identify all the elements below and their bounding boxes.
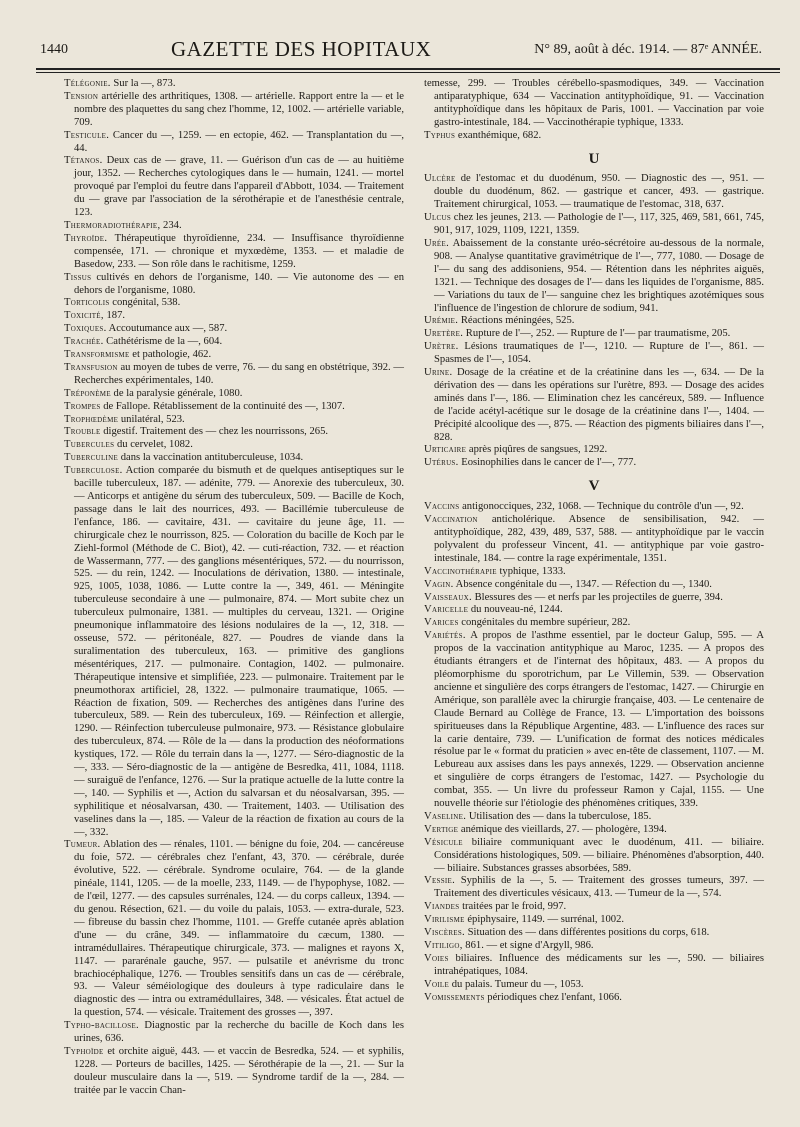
index-references: Absence congénitale du —, 1347. — Réfection du —, 1340. xyxy=(453,578,712,590)
page-number: 1440 xyxy=(40,42,68,57)
index-references: exanthémique, 682. xyxy=(455,129,542,141)
index-entry xyxy=(424,212,764,238)
header-rule xyxy=(36,68,780,70)
index-references: Blessures des — et nerfs par les projectiles de guerre, 394. xyxy=(471,591,723,603)
index-entry xyxy=(424,979,764,992)
index-entry xyxy=(64,297,404,310)
index-term: Ulcus xyxy=(424,212,452,224)
section-u-entries xyxy=(424,173,764,470)
index-term: Typhoïde xyxy=(64,1045,104,1057)
index-term: Tension xyxy=(64,90,99,102)
index-entry xyxy=(424,341,764,367)
index-entry xyxy=(424,875,764,901)
index-term: Testicule. xyxy=(64,129,110,141)
index-term: Voile xyxy=(424,978,450,990)
index-entry xyxy=(424,501,764,514)
page-header xyxy=(40,20,762,64)
index-entry xyxy=(64,401,404,414)
index-term: Typho-bacillose. xyxy=(64,1020,140,1032)
index-references: périodiques chez l'enfant, 1066. xyxy=(484,991,622,1003)
index-references: Réactions méningées, 525. xyxy=(458,315,575,327)
index-references: cultivés en dehors de l'organisme, 140. — Vie autonome des — en dehors de l'organisme, 1080. xyxy=(74,271,404,296)
index-entry xyxy=(64,220,404,233)
index-entry xyxy=(424,367,764,444)
index-term: Vessie. xyxy=(424,875,456,887)
index-references: Cathétérisme de la —, 604. xyxy=(103,336,223,348)
index-entry xyxy=(424,566,764,579)
index-entry xyxy=(64,426,404,439)
index-references: du palais. Tumeur du —, 1053. xyxy=(449,978,584,990)
index-references: Thérapeutique thyroïdienne, 234. — Insuffisance thyroïdienne compensée, 171. — chronique et myxœdème, 1353. — et maladie de Basedow, 233. — Son rôle dans le rachitisme, 1259. xyxy=(74,232,404,270)
index-references: Ablation des — rénales, 1101. — bénigne du foie, 204. — cancéreuse du foie, 572. — cérébrales chez l'enfant, 43, 370. — cérébrale, durée évolutive, 522. — cérébrale. Syndrome oculaire, 764. — de la glande pinéale, 1141, 1205. — de la moelle, 233, 1149. — de l'hypophyse, 1082. — de l'œil, 1277. — des capsules surrénales, 124. — du corps calleux, 1394. — du genou. Résection, 621. — du voile du palais, 1053. — extra-durale, 523. — fibreuse du bassin chez l'homme, 1101. — Greffe cutanée après ablation d'une — du crâne, 349. — inflammatoire du cæcum, 1380. — intramédullaires. Thérapeutique chirurgicale, 373. — malignes et rayons X, 1147. — pararénale gauche, 957. — pulsatile et anévrisme du tronc brachiocéphalique, 1276. — Troubles sensitifs dans un cas de — cérébrale, 93. — Valeur séméiologique des douleurs à type radiculaire dans le diagnostic des — intra ou extramédullaires, 348. — vésicales. État actuel de la question, 574. — vésicale. Traitement des grosses —, 397. xyxy=(74,839,404,1019)
index-entry xyxy=(64,465,404,839)
index-term: Tubercules xyxy=(64,439,115,451)
index-entry xyxy=(64,91,404,130)
index-references: Diagnostic par la recherche du bacille de Koch dans les urines, 636. xyxy=(74,1020,404,1045)
index-term: Urticaire xyxy=(424,444,467,456)
index-references: de l'estomac et du duodénum, 950. — Diagnostic des —, 951. — double du duodénum, 862. — gastrique et cancer, 493. — gastrique. Traitement chirurgical, 1053. — traumatique de l'estomac, 318, 637. xyxy=(434,173,764,211)
index-references: typhique, 1333. xyxy=(496,565,566,577)
index-term: Utérus. xyxy=(424,457,459,469)
index-entry xyxy=(64,1046,404,1098)
index-references: et pathologie, 462. xyxy=(129,349,212,361)
index-references: dans la vaccination antituberculeuse, 1034. xyxy=(118,452,304,464)
index-references: unilatéral, 523. xyxy=(118,413,185,425)
index-term: Viandes xyxy=(424,901,460,913)
index-entry xyxy=(424,592,764,605)
index-term: Urine. xyxy=(424,367,453,379)
index-references: Dosage de la créatine et de la créatinine dans les —, 634. — De la dérivation des — dans les opérations sur l'urètre, 893. — Dosage des acides aminés dans l'—, 186. — Elimination chez les cancéreux, 589. — Influence de l'acide acétyl-acétique sur le dosage de la créatinine dans l'—, 1404. — Précipité alcoolique des —, 875. — Réaction des pigments biliaires dans l'—, 828. xyxy=(434,367,764,443)
index-entry xyxy=(64,1020,404,1046)
index-entry xyxy=(424,940,764,953)
index-references: du nouveau-né, 1244. xyxy=(468,604,563,616)
index-entry xyxy=(64,362,404,388)
index-entry xyxy=(424,514,764,566)
index-references: 187. xyxy=(103,310,126,322)
index-references: antigonocciques, 232, 1068. — Technique du contrôle d'un —, 92. xyxy=(459,501,744,513)
index-references: du cervelet, 1082. xyxy=(114,439,193,451)
index-term: Trouble xyxy=(64,426,101,438)
right-column-top xyxy=(424,78,764,143)
index-entry xyxy=(424,992,764,1005)
index-term: Vaccinothérapie xyxy=(424,565,497,577)
index-entry xyxy=(424,617,764,630)
issue-info: N° 89, août à déc. 1914. — 87ᵉ ANNÉE. xyxy=(534,42,762,57)
index-term: Urémie. xyxy=(424,315,459,327)
index-term: Tumeur. xyxy=(64,839,101,851)
index-term: Trophœdème xyxy=(64,413,119,425)
index-entry xyxy=(424,811,764,824)
index-entry xyxy=(64,336,404,349)
index-entry xyxy=(424,457,764,470)
index-entry xyxy=(64,349,404,362)
index-term: Vaccins xyxy=(424,501,460,513)
index-entry xyxy=(424,604,764,617)
index-term: Trompes xyxy=(64,400,101,412)
index-entry xyxy=(424,630,764,811)
index-references: Syphilis de la —, 5. — Traitement des grosses tumeurs, 397. — Traitement des diverticules vésicaux, 413. — Tumeur de la —, 574. xyxy=(434,875,764,900)
index-references: Accoutumance aux —, 587. xyxy=(106,323,228,335)
index-term: Télégonie. xyxy=(64,78,111,89)
index-references: A propos de l'asthme essentiel, par le docteur Galup, 595. — A propos de la vaccination antityphique au Maroc, 1235. — A propos des étudiants étrangers et de l'internat des hôpitaux, 483. — A propos du pléomorphisme du sporotrichum, par Le Villemin, 539. — Observation ancienne et singulière des corps étrangers de l'estomac, 1427. — Chirurgie en Amérique, son parallèle avec la chirurgie française, 403. — Le centenaire de Claude Bernard au Collège de France, 13. — L'importation des boissons spiritueuses dans la République Argentine, 483. — L'influence des races sur la carie dentaire, 739. — L'unification de format des notices médicales résolue par le « format du praticien » avec en-tête de classement, 1107. — M. Lebureau aux assises dans les pays annexés, 1229. — Observation ancienne et singulière de corps étrangers de l'estomac, 1427. — Psychologie du combat, 355. — Un livre du professeur Ramon y Cajal, 1155. — Une nouvelle théorie sur l'étiologie des phénomènes critiques, 339. xyxy=(434,630,764,810)
index-references: anticholérique. Absence de sensibilisation, 942. — antityphoïdique, 282, 439, 489, 537, 588. — antityphoïdique par le vaccin polyvalent du professeur Vincent, 41. — antityphique par voie gastro-intestinale, 184. — contre la rage expérimentale, 1351. xyxy=(434,514,764,564)
index-entry xyxy=(64,414,404,427)
index-term: Thyroïde. xyxy=(64,232,108,244)
index-entry xyxy=(424,78,764,130)
index-term: Tréponème xyxy=(64,387,111,399)
index-entry xyxy=(424,824,764,837)
index-term: Vaccination xyxy=(424,514,478,526)
index-references: Action comparée du bismuth et de quelques antiseptiques sur le bacille tuberculeux, 187. — adénite, 779. — Anorexie des tuberculeux, 30. — Anticorps et antigène du sérum des tuberculeux, 509. — Bacille de Koch, passage dans le lait des nourrices, 493. — Bacillémie tuberculeuse de l'enfance, 186. — cavitaire, 431. — cavitaire du jeune âge, 11. — chirurgicale chez le nourrisson, 825. — Coloration du bacille de Koch par le Ziehl-formol (Méthode de C. Biot), 42. — cuti-réaction, 732. — et réaction de Wassermann, 777. — des ganglions mésentériques, 572. — du nourrisson, 525. — du rein, 1242. — Inoculations de dérivation, 1380. — intestinale, 925, 1005, 1038, 1086. — Lutte contre la —, 349, 461. — Méningite tuberculeuse secondaire à une — pulmonaire, 874. — Mort subite chez un tuberculeux pulmonaire, 1381. — multiples du cerveau, 1321. — Origine pneumonique inflammatoire des lésions nodulaires de la —, 12, 318. — osseuse, 572. — péritonéale, 827. — Poudres de viande dans la suralimentation des tuberculeux, 163. — primitive des ganglions mésentériques, 217. — pulmonaire. Contagion, 1402. — pulmonaire. Thérapeutique intensive et simplifiée, 223. — pulmonaire. Traitement par le pneumothorax artificiel, 28, 1322. — pulmonaire traumatique, 1065. — Réaction de fixation, 509. — Recherches des antigènes dans l'urine des tuberculeux, 589. — Rein des tuberculeux, 169. — Réinfection et allergie, 1290. — Réinfection tuberculeuse pulmonaire, 973. — Résistance globulaire des tuberculeux, 874. — Rôle de la — dans la production des néoformations kystiques, 172. — Rôle du terrain dans la —, 1277. — Séro-diagnostic de la —, 333. — Séro-diagnostic de la — antigène de Besredka, 411, 1084, 1118. — suraiguë de l'enfance, 1276. — Sur la pratique actuelle de la lutte contre la —, 140. — Syphilis et —, Action du salvarsan et du néosalvarsan, 395. — syphilitique et néosalvarsan, 430. — Traitement, 1403. — Utilisation des vaselines dans la —, 185. — Valeur de la réaction de fixation au cours de la —, 332. xyxy=(74,465,404,838)
index-term: Tétanos. xyxy=(64,155,103,167)
header-rule-thin xyxy=(36,72,780,73)
right-column xyxy=(424,78,764,1005)
index-references: Eosinophilies dans le cancer de l'—, 777. xyxy=(458,457,637,469)
index-entry xyxy=(64,439,404,452)
index-term: Toxicité, xyxy=(64,310,104,322)
index-references: 861. — et signe d'Argyll, 986. xyxy=(462,940,594,951)
index-entry xyxy=(424,444,764,457)
index-references: biliaire communiquant avec le duodénum, 411. — biliaire. Considérations histologiques, 509. — biliaire. Phénomènes d'absorption, 440. — biliaire. Substances grasses absorbées, 589. xyxy=(434,836,764,874)
index-references: chez les jeunes, 213. — Pathologie de l'—, 117, 325, 469, 581, 661, 745, 901, 917, 1029, 1109, 1221, 1359. xyxy=(434,212,764,237)
index-term: Transfusion xyxy=(64,361,118,373)
index-references: temesse, 299. — Troubles cérébello-spasmodiques, 349. — Vaccination antiparatyphique, 634 — Vaccination antityphoïdique, 91. — Vaccination antityphoïdique dans les hôpitaux de Paris, 1001. — Vaccination par voie gastro-intestinale, 184. — Vaccinothérapie typhique, 1333. xyxy=(424,78,764,128)
index-term: Voies xyxy=(424,952,449,964)
index-references: digestif. Traitement des — chez les nourrissons, 265. xyxy=(100,426,329,438)
index-entry xyxy=(64,233,404,272)
index-entry xyxy=(64,78,404,91)
index-entry xyxy=(64,452,404,465)
index-references: après piqûres de sangsues, 1292. xyxy=(466,444,608,456)
index-references: congénitales du membre supérieur, 282. xyxy=(458,617,631,629)
index-entry xyxy=(424,130,764,143)
index-references: congénital, 538. xyxy=(109,297,181,309)
index-references: Sur la —, 873. xyxy=(110,78,176,89)
index-term: Trachée. xyxy=(64,336,104,348)
index-term: Ulcère xyxy=(424,173,456,185)
index-entry xyxy=(64,839,404,1020)
index-term: Uretère. xyxy=(424,328,464,340)
left-column xyxy=(64,78,404,1098)
index-term: Transformisme xyxy=(64,349,130,361)
index-references: Utilisation des — dans la tuberculose, 185. xyxy=(466,810,652,822)
index-entry xyxy=(424,901,764,914)
index-entry xyxy=(64,323,404,336)
index-term: Vertige xyxy=(424,823,459,835)
index-term: Torticolis xyxy=(64,297,110,309)
index-references: anémique des vieillards, 27. — phologère, 1394. xyxy=(458,823,667,835)
index-references: artérielle des arthritiques, 1308. — artérielle. Rapport entre la — et le nombre des plaquettes du sang chez l'homme, 12, 1002. — artérielle variable, 709. xyxy=(74,90,404,128)
index-entry xyxy=(424,315,764,328)
index-references: et orchite aiguë, 443. — et vaccin de Besredka, 524. — et syphilis, 1228. — Porteurs de bacilles, 1425. — Sérothérapie de la —, 21. — Sur la douleur musculaire dans la —, 519. — Syndrome tardif de la —, 284. — traitée par le vaccin Chan- xyxy=(74,1045,404,1096)
index-term: Vagin. xyxy=(424,578,454,590)
index-entry xyxy=(424,238,764,315)
section-v-entries xyxy=(424,501,764,1004)
index-entry xyxy=(424,914,764,927)
index-term: Typhus xyxy=(424,129,456,141)
index-references: Abaissement de la constante uréo-sécrétoire au-dessous de la normale, 908. — Analyse quantitative gravimétrique de l'—, 777, 1080. — Dosage de l'— du sang des addisoniens, 954. — Rétention dans les néphrites aiguës, 1321. — Technique des dosages de l'— dans les liquides de l'organisme, 885. — Variations du taux de l'— sanguine chez les brightiques azotémiques sous l'influence de l'ingestion de chlorure de sodium, 941. xyxy=(434,237,764,314)
section-letter-u: U xyxy=(588,150,600,167)
index-entry xyxy=(64,155,404,220)
section-letter-v: V xyxy=(588,478,600,495)
index-entry xyxy=(64,272,404,298)
index-term: Varices xyxy=(424,617,459,629)
index-term: Vomissements xyxy=(424,991,485,1003)
index-entry xyxy=(424,837,764,876)
index-entry xyxy=(64,310,404,323)
index-term: Urètre. xyxy=(424,341,459,353)
index-term: Variétés. xyxy=(424,630,466,642)
index-term: Vaseline. xyxy=(424,810,467,822)
index-term: Vésicule xyxy=(424,836,463,848)
index-references: Cancer du —, 1259. — en ectopie, 462. — Transplantation du —, 44. xyxy=(74,129,404,154)
index-entry xyxy=(424,927,764,940)
index-term: Tissus xyxy=(64,271,92,283)
journal-title: GAZETTE DES HOPITAUX xyxy=(170,37,432,61)
index-term: Virilisme xyxy=(424,914,465,926)
index-references: biliaires. Influence des médicaments sur les —, 590. — biliaires intrahépatiques, 1084. xyxy=(434,952,764,977)
index-references: 234. xyxy=(160,219,182,231)
index-term: Varicelle xyxy=(424,604,469,616)
index-entry xyxy=(64,130,404,156)
index-entry xyxy=(424,579,764,592)
index-entry xyxy=(64,388,404,401)
index-references: traitées par le froid, 997. xyxy=(459,901,567,913)
index-term: Tuberculine xyxy=(64,452,119,464)
index-references: de la paralysie générale, 1080. xyxy=(110,387,243,399)
index-references: Rupture de l'—, 252. — Rupture de l'— par traumatisme, 205. xyxy=(463,328,731,340)
index-term: Vitiligo, xyxy=(424,940,463,951)
index-term: Viscères. xyxy=(424,927,466,939)
index-term: Toxiques. xyxy=(64,323,107,335)
index-references: épiphysaire, 1149. — surrénal, 1002. xyxy=(464,914,625,926)
index-term: Urée. xyxy=(424,237,450,249)
index-entry xyxy=(424,173,764,212)
index-entry xyxy=(424,953,764,979)
index-term: Tuberculose. xyxy=(64,465,123,477)
index-entry xyxy=(424,328,764,341)
index-references: Deux cas de — grave, 11. — Guérison d'un cas de — au huitième jour, 1352. — Recherches cytologiques dans le — humain, 1241. — mortel provoqué par l'emploi du feutre dans l'appareil d'Abbott, 1034. — Traitement du — grave par l'association de la sérothérapie et de l'anesthésie centrale, 123. xyxy=(74,155,404,219)
index-references: de Fallope. Rétablissement de la continuité des —, 1307. xyxy=(100,400,345,412)
index-references: Situation des — dans différentes positions du corps, 618. xyxy=(465,927,710,939)
index-term: Thermoradiothérapie, xyxy=(64,219,161,231)
index-term: Vaisseaux. xyxy=(424,591,472,603)
index-references: au moyen de tubes de verre, 76. — du sang en obstétrique, 392. — Recherches expérimentales, 140. xyxy=(74,361,404,386)
index-references: Lésions traumatiques de l'—, 1210. — Rupture de l'—, 861. — Spasmes de l'—, 1054. xyxy=(434,341,764,366)
